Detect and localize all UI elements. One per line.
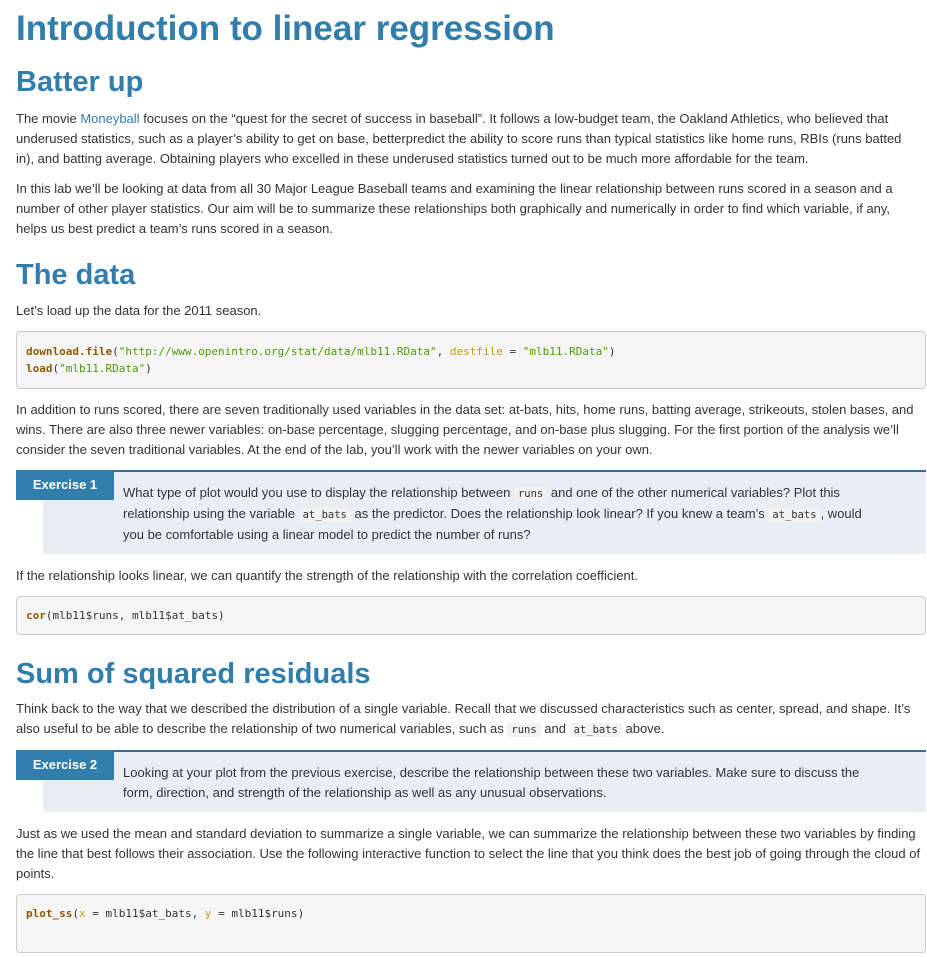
code-text: , xyxy=(436,345,450,358)
exercise-label: Exercise 1 xyxy=(16,470,114,500)
paragraph-text: The movie xyxy=(16,111,81,126)
exercise-text-part: as the predictor. Does the relationship look linear? If you knew a team’s xyxy=(350,506,769,521)
paragraph-lab-intro: In this lab we’ll be looking at data from all 30 Major League Baseball teams and examining the linear relationship between runs scored in a season and a number of other player statistics. Our aim will be to summarize these relationships both graphically and numerically in order to find which variable, if any, helps us best predict a team’s runs scored in a season. xyxy=(16,181,893,236)
code-function: cor xyxy=(26,609,46,622)
exercise-box xyxy=(43,750,926,812)
inline-code-runs: runs xyxy=(514,487,547,501)
code-string: "mlb11.RData" xyxy=(59,362,146,375)
exercise-2 xyxy=(16,750,926,812)
inline-code-at-bats: at_bats xyxy=(299,508,351,522)
code-argument: destfile xyxy=(449,345,503,358)
code-block-cor[interactable] xyxy=(16,596,926,635)
section-heading-ssr: Sum of squared residuals xyxy=(16,658,371,690)
inline-code-at-bats: at_bats xyxy=(768,508,820,522)
code-text: = xyxy=(211,907,232,920)
code-text: mlb11$runs xyxy=(231,907,298,920)
paragraph-describe xyxy=(16,699,926,740)
inline-code-runs: runs xyxy=(507,723,540,737)
code-string: "mlb11.RData" xyxy=(522,345,609,358)
paragraph-text: focuses on the “quest for the secret of success in baseball”. It follows a low-budget team, the Oakland Athletics, who believed that underused statistics, such as a player’s ability to get on base, betterpredict the ability to score runs than typical statistics like home runs, RBIs (runs batted in), and batting average. Obtaining players who excelled in these underused statistics turned out to be much more affordable for the team. xyxy=(16,111,902,166)
code-block-load[interactable]: download.file("http://www.openintro.org/stat/data/mlb11.RData", destfile = "mlb11.RData") load("mlb11.RData") xyxy=(16,331,926,389)
exercise-1 xyxy=(16,470,926,554)
paragraph-best-line: Just as we used the mean and standard deviation to summarize a single variable, we can summarize the relationship between these two variables by finding the line that best follows their association. Use the following interactive function to select the line that you think does the best job of going through the cloud of points. xyxy=(16,826,921,881)
exercise-text-part: , would you be comfortable using a linear model to predict the number of runs? xyxy=(123,506,862,542)
code-argument: x xyxy=(78,907,86,920)
inline-code-at-bats: at_bats xyxy=(570,723,622,737)
exercise-text xyxy=(43,483,926,545)
code-text: = xyxy=(502,345,523,358)
paragraph-correlation: If the relationship looks linear, we can quantify the strength of the relationship with the correlation coefficient. xyxy=(16,568,638,583)
code-block-plot-ss[interactable] xyxy=(16,894,926,953)
moneyball-link[interactable]: Moneyball xyxy=(80,111,140,126)
paragraph-text: above. xyxy=(621,721,665,736)
paragraph-text: and xyxy=(540,721,570,736)
section-heading-batter-up: Batter up xyxy=(16,66,144,98)
paragraph-variables: In addition to runs scored, there are seven traditionally used variables in the data set: at-bats, hits, home runs, batting average, strikeouts, stolen bases, and wins. There are also three newer variables: on-base percentage, slugging percentage, and on-base plus slugging. For the first portion of the analysis we’ll consider the seven traditional variables. At the end of the lab, you’ll work with the newer variables on your own. xyxy=(16,402,914,457)
code-string: "http://www.openintro.org/stat/data/mlb11.RData" xyxy=(118,345,437,358)
paragraph-text: Think back to the way that we described the distribution of a single variable. Recall that we discussed characteristics such as center, spread, and shape. It’s also useful to be able to describe the relationship of two numerical variables, such as xyxy=(16,701,911,736)
section-heading-the-data: The data xyxy=(16,259,136,291)
exercise-box xyxy=(43,470,926,554)
code-text: = xyxy=(85,907,106,920)
code-text: (mlb11$runs, mlb11$at_bats) xyxy=(45,609,225,622)
page-title: Introduction to linear regression xyxy=(16,9,555,48)
code-text: ( xyxy=(72,907,79,920)
exercise-text-part: and one of the other numerical variables? Plot this relationship using the variable xyxy=(123,485,840,521)
exercise-label: Exercise 2 xyxy=(16,750,114,780)
exercise-text: Looking at your plot from the previous exercise, describe the relationship between these two variables. Make sure to discuss the form, direction, and strength of the relationship as well as any unusual observations. xyxy=(123,765,860,800)
code-argument: y xyxy=(204,907,212,920)
paragraph-moneyball xyxy=(16,109,926,169)
code-text: ) xyxy=(297,907,305,920)
paragraph-load-data: Let’s load up the data for the 2011 season. xyxy=(16,303,262,318)
code-text: mlb11$at_bats xyxy=(105,907,192,920)
code-text: , xyxy=(191,907,205,920)
code-function: download.file xyxy=(26,345,113,358)
code-function: plot_ss xyxy=(26,907,73,920)
code-function: load xyxy=(26,362,53,375)
exercise-text-part: What type of plot would you use to display the relationship between xyxy=(123,485,514,500)
